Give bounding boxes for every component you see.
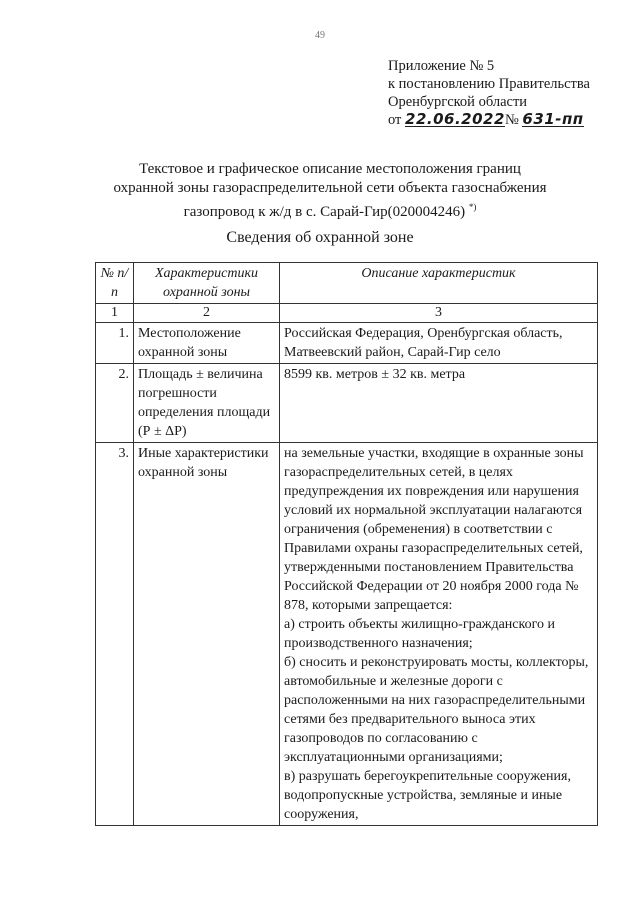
table-row: [96, 323, 598, 364]
row-number: 3.: [96, 443, 134, 826]
description-paragraph: на земельные участки, входящие в охранные зоны газораспределительных сетей, в целях предупреждения их повреждения или нарушения условий их нормальной эксплуатации налагаются ограничения (обременения) в соответствии с Правилами охраны газораспределительных сетей, утвержденными постановлением Правительства Российской Федерации от 20 ноября 2000 года № 878, которыми запрещается:: [284, 446, 584, 613]
description-paragraph: Российская Федерация, Оренбургская область, Матвеевский район, Сарай-Гир село: [284, 326, 563, 360]
description-paragraph: б) сносить и реконструировать мосты, коллекторы, автомобильные и железные дороги с расположенными на них газораспределительными сетями без предварительного выноса этих газопроводов по согласованию с эксплуатационными организациями;: [284, 655, 589, 765]
description-paragraph: 8599 кв. метров ± 32 кв. метра: [284, 367, 466, 382]
page-number: 49: [315, 30, 325, 41]
row-characteristic: Местоположение охранной зоны: [134, 323, 280, 364]
attachment-block: [388, 57, 590, 129]
index-cell: 3: [280, 304, 598, 323]
row-number: 1.: [96, 323, 134, 364]
table-row: [96, 364, 598, 443]
row-description: [280, 443, 598, 826]
row-description: [280, 323, 598, 364]
index-cell: 2: [134, 304, 280, 323]
title-line-3-text: газопровод к ж/д в с. Сарай-Гир(020004246): [183, 204, 466, 220]
document-title: [60, 160, 600, 222]
attachment-line-1: Приложение № 5: [388, 58, 495, 74]
attachment-line-3: Оренбургской области: [388, 94, 528, 110]
row-description: [280, 364, 598, 443]
table-header-row: [96, 263, 598, 304]
title-line-3: [60, 198, 600, 222]
number-label: №: [504, 112, 519, 128]
handwritten-date: 22.06.2022: [405, 110, 505, 128]
header-number: № п/п: [96, 263, 134, 304]
header-description: Описание характеристик: [280, 263, 598, 304]
table-index-row: [96, 304, 598, 323]
description-paragraph: а) строить объекты жилищно-гражданского и производственного назначения;: [284, 617, 555, 651]
row-number: 2.: [96, 364, 134, 443]
from-label: от: [388, 112, 402, 128]
section-subtitle: Сведения об охранной зоне: [226, 229, 414, 246]
title-line-1: Текстовое и графическое описание местоположения границ: [139, 161, 521, 177]
header-characteristics: Характеристики охранной зоны: [134, 263, 280, 304]
row-characteristic: Иные характеристики охранной зоны: [134, 443, 280, 826]
handwritten-number: 631-пп: [522, 110, 584, 128]
row-characteristic: Площадь ± величина погрешности определения площади (Р ± ΔР): [134, 364, 280, 443]
attachment-line-2: к постановлению Правительства: [388, 76, 590, 92]
attachment-date-line: [388, 111, 590, 129]
title-line-2: охранной зоны газораспределительной сети объекта газоснабжения: [113, 180, 547, 196]
description-paragraph: в) разрушать берегоукрепительные сооружения, водопропускные устройства, земляные и иные сооружения,: [284, 769, 571, 822]
footnote-mark: *): [468, 202, 477, 212]
index-cell: 1: [96, 304, 134, 323]
protection-zone-table: [95, 262, 598, 826]
table-row: [96, 443, 598, 826]
